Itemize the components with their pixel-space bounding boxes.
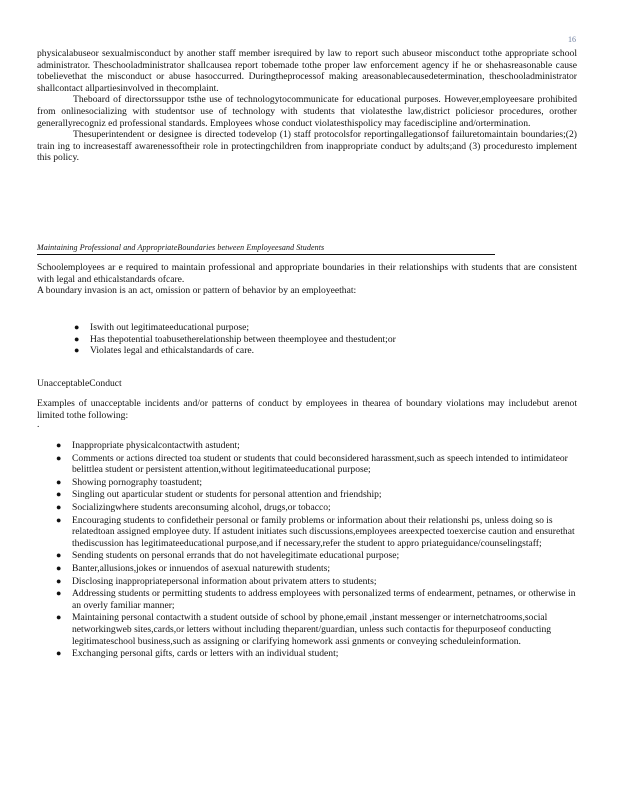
section-paragraph: A boundary invasion is an act, omission or pattern of behavior by an employeethat: xyxy=(37,285,357,297)
bullet-icon: ● xyxy=(56,501,62,512)
list-item: ● Banter,allusions,jokes or innuendos of asexual naturewith students; xyxy=(56,562,331,574)
list-item: ● Exchanging personal gifts, cards or letters with an individual student; xyxy=(56,648,339,660)
page-number: 16 xyxy=(568,35,576,44)
list-item: ● Inappropriate physicalcontactwith astudent; xyxy=(56,440,240,451)
intro-paragraph: Theboard of directorssuppor tsthe use of technologytocommunicate for educational purposes. However,employeesare prohibited from onlinesocializing with studentsor use of technology with students that violatesthe law,district policiesor procedures, orother generallyrecogniz ed professional standards. Employees whose conduct violatesthispolicy may facediscipline and/ortermination. xyxy=(37,94,577,129)
bullet-icon: ● xyxy=(56,452,62,463)
list-item: ● Iswith out legitimateeducational purpose; xyxy=(74,322,250,333)
section-paragraph: Schoolemployees ar e required to maintain professional and appropriate boundaries in their relationships with students that are consistent with legal and ethicalstandards ofcare. xyxy=(37,262,577,285)
bullet-icon: ● xyxy=(56,489,62,500)
list-item: ● Socializingwhere students areconsuming alcohol, drugs,or tobacco; xyxy=(56,501,331,513)
list-item: ● Maintaining personal contactwith a student outside of school by phone,email ,instant messenger or internetchatrooms,social networkingweb sites,cards,or letters without including theparent/guardian, unless such contactis for thepurposeof conducting legitimateschool business,such as assigning or clarifying homework assi gnments or conveying scheduleinformation. xyxy=(56,612,552,647)
section-heading: Maintaining Professional and AppropriateBoundaries between Employeesand Students xyxy=(37,243,495,255)
bullet-icon: ● xyxy=(56,612,62,623)
intro-paragraph: physicalabuseor sexualmisconduct by another staff member isrequired by law to report such abuseor misconduct tothe appropriate school administrator. Theschooladministrator shallcausea report tobemade tothe proper law enforcement agency if he or shehasreasonable cause tobelievethat the misconduct or abuse hasoccurred. Duringtheprocessof making areasonablecausedetermination, theschooladministrator shallcontact allpartiesinvolved in thecomplaint. xyxy=(37,48,577,94)
list-item: ● Addressing students or permitting students to address employees with personalized terms of endearment, petnames, or otherwise in an overly familiar manner; xyxy=(56,588,576,611)
section-intro xyxy=(37,262,577,297)
bullet-icon: ● xyxy=(56,514,62,525)
bullet-icon: ● xyxy=(74,322,80,332)
bullet-icon: ● xyxy=(56,575,62,586)
intro-paragraph: Thesuperintendent or designee is directed todevelop (1) staff protocolsfor reportingallegationsof failuretomaintain boundaries;(2) train ing to increasestaff awarenessoftheir role in protectingchildren from inappropriate conduct by adults;and (3) proceduresto implement this policy. xyxy=(37,129,577,164)
boundary-list xyxy=(74,322,530,357)
list-item: ● Disclosing inappropriatepersonal information about privatem atters to students; xyxy=(56,575,377,587)
conduct-list xyxy=(56,440,578,661)
bullet-icon: ● xyxy=(56,648,62,659)
bullet-icon: ● xyxy=(56,476,62,487)
list-item: ● Encouraging students to confidetheir personal or family problems or information about their relationshi ps, unless doing so is relatedtoan assigned employee duty. If astudent initiates such discussions,employees areexpected toexercise caution and ensurethat thediscussion has legitimateeducational purpose,and if necessary,refer the student to appro priateguidance/counselingstaff; xyxy=(56,514,575,549)
list-item: ● Singling out aparticular student or students for personal attention and friendship; xyxy=(56,489,382,501)
bullet-icon: ● xyxy=(56,588,62,599)
bullet-icon: ● xyxy=(56,550,62,561)
unacceptable-heading: UnacceptableConduct xyxy=(37,378,122,389)
stray-mark: . xyxy=(37,419,40,431)
bullet-icon: ● xyxy=(74,345,80,356)
bullet-icon: ● xyxy=(56,562,62,573)
list-item: ● Comments or actions directed toa student or students that could beconsidered harassment,such as speech intended to intimidateor belittlea student or persistent attention,without legitimateeducational purpose; xyxy=(56,452,568,476)
list-item: ● Violates legal and ethicalstandards of care. xyxy=(74,345,255,357)
intro-section xyxy=(37,48,577,164)
list-item: ● Sending students on personal errands that do not havelegitimate educational purpose; xyxy=(56,550,400,562)
bullet-icon: ● xyxy=(56,440,62,450)
bullet-icon: ● xyxy=(74,333,80,344)
examples-section xyxy=(37,398,577,429)
list-item: ● Has thepotential toabusetherelationship between theemployee and thestudent;or xyxy=(74,333,396,345)
list-item: ● Showing pornography toastudent; xyxy=(56,476,203,488)
examples-intro: Examples of unacceptable incidents and/or patterns of conduct by employees in thearea of boundary violations may includebut arenot limited tothe following: xyxy=(37,398,577,421)
